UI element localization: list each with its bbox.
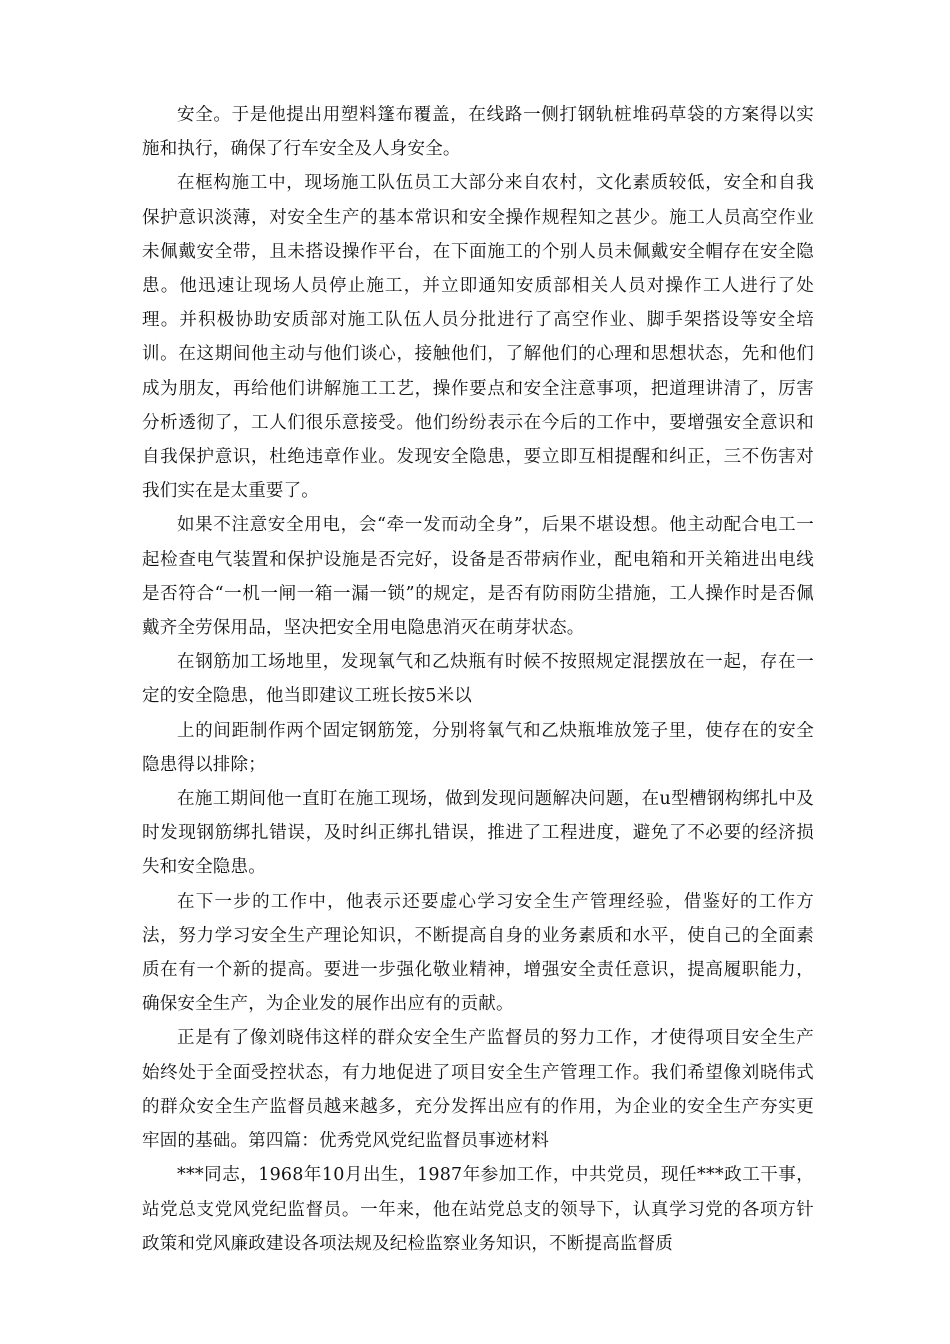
paragraph: 在框构施工中，现场施工队伍员工大部分来自农村，文化素质较低，安全和自我保护意识淡薄，对安全生产的基本常识和安全操作规程知之甚少。施工人员高空作业未佩戴安全带，且未搭设操作平台，在下面施工的个别人员未佩戴安全帽存在安全隐患。他迅速让现场人员停止施工，并立即通知安质部相关人员对操作工人进行了处理。并积极协助安质部对施工队伍人员分批进行了高空作业、脚手架搭设等安全培训。在这期间他主动与他们谈心，接触他们，了解他们的心理和思想状态，先和他们成为朋友，再给他们讲解施工工艺，操作要点和安全注意事项，把道理讲清了，厉害分析透彻了，工人们很乐意接受。他们纷纷表示在今后的工作中，要增强安全意识和自我保护意识，杜绝违章作业。发现安全隐患，要立即互相提醒和纠正，三不伤害对我们实在是太重要了。 [142, 173, 814, 502]
paragraph: 安全。于是他提出用塑料篷布覆盖，在线路一侧打钢轨桩堆码草袋的方案得以实施和执行，确保了行车安全及人身安全。 [142, 105, 814, 160]
paragraph: ***同志，1968年10月出生，1987年参加工作，中共党员，现任***政工干事，站党总支党风党纪监督员。一年来，他在站党总支的领导下，认真学习党的各项方针政策和党风廉政建设各项法规及纪检监察业务知识，不断提高监督质 [142, 1165, 814, 1254]
paragraph: 在钢筋加工场地里，发现氧气和乙炔瓶有时候不按照规定混摆放在一起，存在一定的安全隐患，他当即建议工班长按5米以 [142, 652, 814, 707]
paragraph: 在下一步的工作中，他表示还要虚心学习安全生产管理经验，借鉴好的工作方法，努力学习安全生产理论知识，不断提高自身的业务素质和水平，使自己的全面素质在有一个新的提高。要进一步强化敬业精神，增强安全责任意识，提高履职能力，确保安全生产，为企业发的展作出应有的贡献。 [142, 891, 814, 1015]
document-body [142, 98, 814, 1261]
paragraph: 上的间距制作两个固定钢筋笼，分别将氧气和乙炔瓶堆放笼子里，使存在的安全隐患得以排除； [142, 720, 814, 775]
paragraph: 正是有了像刘晓伟这样的群众安全生产监督员的努力工作，才使得项目安全生产始终处于全面受控状态，有力地促进了项目安全生产管理工作。我们希望像刘晓伟式的群众安全生产监督员越来越多，充分发挥出应有的作用，为企业的安全生产夯实更牢固的基础。第四篇：优秀党风党纪监督员事迹材料 [142, 1028, 814, 1152]
paragraph: 在施工期间他一直盯在施工现场，做到发现问题解决问题，在u型槽钢构绑扎中及时发现钢筋绑扎错误，及时纠正绑扎错误，推进了工程进度，避免了不必要的经济损失和安全隐患。 [142, 789, 814, 878]
paragraph: 如果不注意安全用电，会“牵一发而动全身”，后果不堪设想。他主动配合电工一起检查电气装置和保护设施是否完好，设备是否带病作业，配电箱和开关箱进出电线是否符合“一机一闸一箱一漏一锁”的规定，是否有防雨防尘措施，工人操作时是否佩戴齐全劳保用品，坚决把安全用电隐患消灭在萌芽状态。 [142, 515, 814, 639]
